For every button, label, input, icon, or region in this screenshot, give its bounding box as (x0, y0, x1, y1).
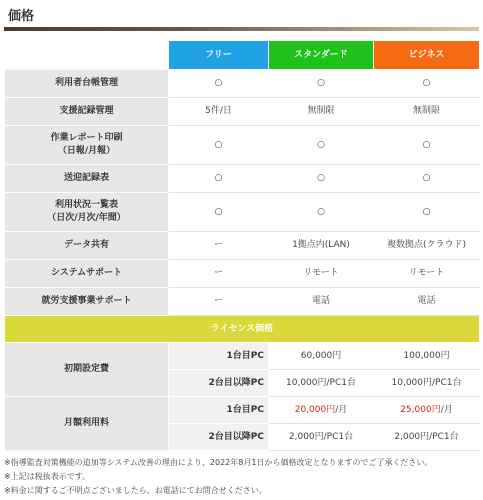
title-divider (4, 27, 479, 31)
license-business: 100,000円 (374, 343, 480, 370)
feature-row (5, 260, 480, 288)
standard-monthly-unit: /月 (335, 404, 348, 415)
feature-standard: 電話 (269, 288, 374, 316)
plan-header-free: フリー (169, 41, 269, 70)
license-business (374, 397, 480, 424)
feature-row (5, 70, 480, 98)
license-business: 2,000円/PC1台 (374, 424, 480, 451)
footnote: ※指導監査対策機能の追加等システム改善の理由により、2022年8月1日から価格改定となりますのでご了承ください。 (4, 458, 433, 467)
feature-business: 電話 (374, 288, 480, 316)
feature-free: 5件/日 (169, 98, 269, 126)
feature-label: 利用者台帳管理 (5, 70, 169, 98)
feature-label: 支援記録管理 (5, 98, 169, 126)
initial-fee-label: 初期設定費 (5, 343, 169, 397)
plan-header-row (5, 41, 480, 70)
feature-standard: ○ (269, 165, 374, 193)
feature-free: ー (169, 232, 269, 260)
feature-row (5, 98, 480, 126)
license-standard: 60,000円 (269, 343, 374, 370)
feature-standard: リモート (269, 260, 374, 288)
feature-standard: ○ (269, 126, 374, 165)
feature-row (5, 165, 480, 193)
plan-header-standard: スタンダード (269, 41, 374, 70)
feature-business: リモート (374, 260, 480, 288)
license-standard (269, 397, 374, 424)
footnotes (4, 456, 482, 498)
feature-row (5, 126, 480, 165)
license-heading: ライセンス価格 (5, 316, 480, 343)
license-business: 10,000円/PC1台 (374, 370, 480, 397)
feature-free: ○ (169, 165, 269, 193)
feature-standard: ○ (269, 193, 374, 232)
feature-label: 送迎記録表 (5, 165, 169, 193)
feature-row (5, 193, 480, 232)
feature-label: システムサポート (5, 260, 169, 288)
plan-header-business: ビジネス (374, 41, 480, 70)
feature-label: 作業レポート印刷 （日報/月報） (5, 126, 169, 165)
feature-free: ○ (169, 70, 269, 98)
standard-monthly-price: 20,000円 (294, 404, 336, 415)
feature-free: ○ (169, 126, 269, 165)
feature-row (5, 288, 480, 316)
pricing-table (4, 40, 480, 451)
header-corner (5, 41, 169, 70)
feature-business: ○ (374, 126, 480, 165)
feature-standard: ○ (269, 70, 374, 98)
license-heading-row (5, 316, 480, 343)
license-sub-label: 2台目以降PC (169, 424, 269, 451)
license-sub-label: 1台目PC (169, 397, 269, 424)
feature-free: ー (169, 288, 269, 316)
feature-label: 就労支援事業サポート (5, 288, 169, 316)
feature-standard: 無制限 (269, 98, 374, 126)
business-monthly-price: 25,000円 (400, 404, 441, 415)
license-sub-label: 2台目以降PC (169, 370, 269, 397)
feature-standard: 1拠点内(LAN) (269, 232, 374, 260)
feature-label: データ共有 (5, 232, 169, 260)
license-row (5, 397, 480, 424)
feature-business: ○ (374, 193, 480, 232)
business-monthly-unit: /月 (440, 404, 453, 415)
page-title: 価格 (8, 9, 35, 24)
feature-label: 利用状況一覧表 （日次/月次/年間） (5, 193, 169, 232)
license-row (5, 343, 480, 370)
feature-business: ○ (374, 165, 480, 193)
feature-free: ー (169, 260, 269, 288)
footnote: ※料金に関するご不明点ございましたら、お電話にてお問合せください。 (4, 486, 267, 495)
feature-business: ○ (374, 70, 480, 98)
feature-free: ○ (169, 193, 269, 232)
feature-business: 無制限 (374, 98, 480, 126)
feature-business: 複数拠点(クラウド) (374, 232, 480, 260)
license-standard: 10,000円/PC1台 (269, 370, 374, 397)
monthly-fee-label: 月額利用料 (5, 397, 169, 451)
footnote: ※上記は税抜表示です。 (4, 472, 91, 481)
license-sub-label: 1台目PC (169, 343, 269, 370)
feature-row (5, 232, 480, 260)
license-standard: 2,000円/PC1台 (269, 424, 374, 451)
